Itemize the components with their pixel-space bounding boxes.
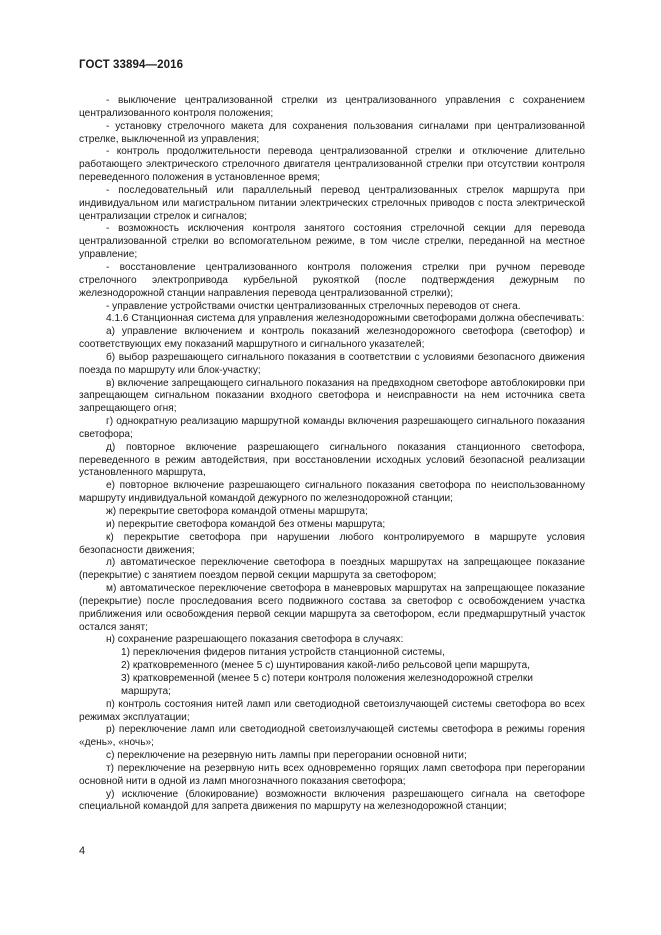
paragraph: - управление устройствами очистки централизованных стрелочных переводов от снега.	[106, 300, 521, 312]
list-item: к) перекрытие светофора при нарушении любого контролируемого в маршруте условия безопасности движения;	[79, 531, 585, 556]
list-item: г) однократную реализацию маршрутной команды включения разрешающего сигнального показания светофора;	[79, 416, 585, 440]
list-item: т) переключение на резервную нить всех одновременно горящих ламп светофора при перегорании основной нити в одной из ламп многозначного показания светофора;	[79, 762, 585, 787]
page-number: 4	[79, 845, 86, 857]
paragraph: - установку стрелочного макета для сохранения пользования сигналами при централизованной стрелке, выключенной из управления;	[79, 120, 585, 145]
list-item: а) управление включением и контроль показаний железнодорожного светофора (светофор) и соответствующих ему показаний маршрутного и сигнального указателей;	[79, 326, 585, 351]
sub-list-item: 1) переключения фидеров питания устройств станционной системы,	[121, 647, 445, 659]
paragraph: - контроль продолжительности перевода централизованной стрелки и отключение длительно работающего электрического стрелочного двигателя централизованной стрелки при отсутствии контроля переведенного положения в установленное время;	[79, 146, 585, 184]
list-item: ж) перекрытие светофора командой отмены маршрута;	[106, 506, 368, 517]
section-paragraph: 4.1.6 Станционная система для управления железнодорожными светофорами должна обеспечивать:	[106, 313, 585, 325]
list-item: б) выбор разрешающего сигнального показания в соответствии с условиями безопасного движения поезда по маршруту или блок-участку;	[79, 351, 585, 376]
list-item: н) сохранение разрешающего показания светофора в случаях:	[106, 634, 404, 646]
list-item: и) перекрытие светофора командой без отмены маршрута;	[106, 518, 386, 530]
list-item: е) повторное включение разрешающего сигнального показания светофора по неиспользованному маршруту индивидуальной командой дежурного по железнодорожной станции;	[79, 480, 585, 505]
list-item: в) включение запрещающего сигнального показания на предвходном светофоре автоблокировки при запрещающем сигнальном показании входного светофора и неисправности на нем источника света запрещающего огня;	[79, 377, 585, 415]
list-item: м) автоматическое переключение светофора в маневровых маршрутах на запрещающее показание (перекрытие) после проследования всего подвижного состава за светофор с освобождением участка приближения или освобождения первой секции маршрута за светофором, если предмаршрутный участок остался занят;	[79, 583, 585, 633]
paragraph: - последовательный или параллельный перевод централизованных стрелок маршрута при индивидуальном или магистральном питании электрических стрелочных приводов с поста электрической централизации стрелок и сигналов;	[79, 184, 585, 222]
list-item: у) исключение (блокирование) возможности включения разрешающего сигнала на светофоре специальной командой для запрета движения по маршруту на железнодорожной станции;	[79, 788, 585, 813]
list-item: л) автоматическое переключение светофора в поездных маршрутах на запрещающее показание (перекрытие) с занятием поездом первой секции маршрута за светофором;	[79, 557, 585, 582]
document-header: ГОСТ 33894—2016	[79, 59, 184, 71]
list-item: д) повторное включение разрешающего сигнального показания станционного светофора, переведенного в режим автодействия, при восстановлении исходных условий безопасной реализации установленного маршрута,	[79, 441, 585, 479]
sub-list-item: 2) кратковременного (менее 5 с) шунтирования какой-либо рельсовой цепи маршрута,	[121, 660, 530, 672]
paragraph: - восстановление централизованного контроля положения стрелки при ручном переводе стрелочного электропривода курбельной рукояткой (после подтверждения дежурным по железнодорожной станции направления перевода централизованной стрелки);	[79, 261, 585, 299]
list-item: с) переключение на резервную нить лампы при перегорании основной нити;	[106, 750, 467, 762]
sub-list-item: 3) кратковременной (менее 5 с) потери контроля положения железнодорожной стрелки маршрута;	[121, 672, 533, 697]
document-body	[79, 95, 585, 814]
paragraph: - выключение централизованной стрелки из централизованного управления с сохранением централизованного контроля положения;	[79, 95, 585, 119]
paragraph: - возможность исключения контроля занятого состояния стрелочной секции для перевода централизованной стрелки во вспомогательном режиме, в том числе стрелки, переданной на местное управление;	[79, 223, 585, 261]
list-item: р) переключение ламп или светодиодной светоизлучающей системы светофора в режимы горения «день», «ночь»;	[79, 724, 585, 749]
list-item: п) контроль состояния нитей ламп или светодиодной светоизлучающей системы светофора во всех режимах эксплуатации;	[79, 698, 585, 723]
